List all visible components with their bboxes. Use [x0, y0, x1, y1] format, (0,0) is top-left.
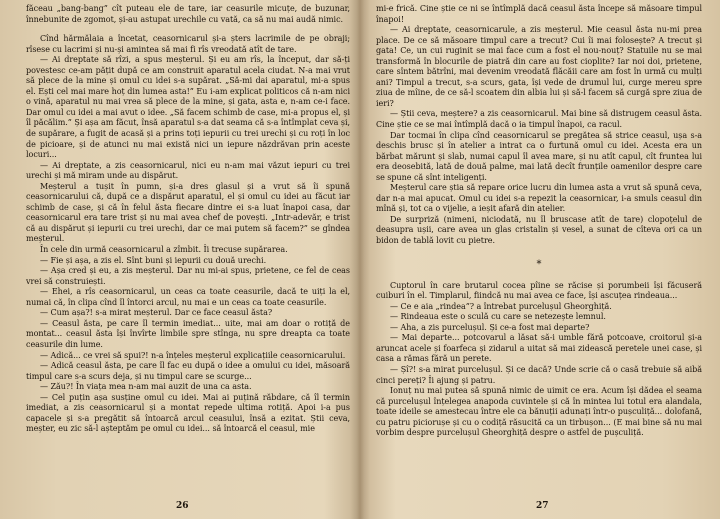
paragraph: Dar tocmai în clipa cînd ceasornicarul se pregătea să strice ceasul, ușa s-a deschis brusc și în atelier a intrat ca o furtună omul cu idei. Acesta era un bărbat mărunt și slab, numai capul îl avea mare, și nu atît capul, cît fruntea lui era deosebită, lată de două palme, mai lată decît frunțile oamenilor despre care se spune că sînt inteligenți. [376, 130, 702, 182]
paragraph: mi-e frică. Cine știe ce ni se întîmplă dacă ceasul ăsta începe să măsoare timpul înapoi! [376, 4, 702, 24]
left-page-text [26, 4, 350, 435]
paragraph: — Fie și așa, a zis el. Sînt buni și iepurii cu două urechi. [40, 255, 267, 265]
paragraph: — Zău?! În viața mea n-am mai auzit de una ca asta. [40, 382, 252, 392]
paragraph: — Știi ceva, meștere? a zis ceasornicarul. Mai bine să distrugem ceasul ăsta. Cine știe ce se mai întîmplă dacă o ia timpul înapoi, ca racul. [376, 109, 702, 130]
section-separator: * [536, 258, 542, 270]
paragraph: În cele din urmă ceasornicarul a zîmbit. Îi trecuse supărarea. [40, 245, 288, 255]
paragraph: — Ai dreptate, a zis ceasornicarul, nici eu n-am mai văzut iepuri cu trei urechi și mă miram unde au dispărut. [26, 160, 350, 181]
paragraph: — Ai dreptate, ceasornicarule, a zis meșterul. Mie ceasul ăsta nu-mi prea place. De ce să măsoare timpul care a trecut? Cui îi mai folosește? A trecut și gata! Ce, un cui ruginit se mai face cum a fost el nou-nouț? Statuile nu se mai transformă în blocurile de piatră din care au fost cioplite? Iar noi doi, prietene, care sîntem bătrîni, mai devenim vreodată flăcăii care am fost în urmă cu mulți ani? Timpul a trecut, s-a scurs, gata, își vede de drumul lui, curge mereu spre ziua de mîine, de ce să-l scoatem din albia lui și să-l facem să curgă spre ziua de ieri? [376, 25, 702, 108]
right-page-text [376, 4, 702, 247]
right-page [360, 0, 720, 519]
paragraph: — Cum așa?! s-a mirat meșterul. Dar ce face ceasul ăsta? [40, 308, 273, 318]
paragraph: — Ehei, a rîs ceasornicarul, un ceas ca toate ceasurile, dacă te uiți la el, numai că, în clipa cînd îl întorci arcul, nu mai e un ceas ca toate ceasurile. [26, 287, 350, 307]
paragraph: — Aha, a zis purcelușul. Și ce-a fost mai departe? [390, 322, 590, 332]
paragraph: — Ceasul ăsta, pe care îl termin imediat... uite, mai am doar o rotiță de montat... ceasul ăsta își învîrte limbile spre stînga, nu spre dreapta ca toate ceasurile din lume. [26, 318, 350, 349]
paragraph-gap [26, 25, 350, 34]
paragraph: — Ce e aia „rindea”? a întrebat purcelușul Gheorghiță. [390, 301, 612, 311]
right-page-text-after [376, 281, 702, 439]
paragraph: De surpriză (nimeni, niciodată, nu îl bruscase atît de tare) clopoțelul de deasupra ușii, care avea un glas cristalin și vesel, a sunat de cîteva ori ca un bidon de tablă lovit cu pietre. [376, 214, 702, 246]
paragraph: — Cel puțin așa susține omul cu idei. Mai ai puțină răbdare, că îl termin imediat, a zis ceasornicarul și a montat repede ultima rotiță. Apoi i-a pus capacele și s-a pregătit să întoarcă arcul ceasului, însă a ezitat. Știi ceva, meșter, eu zic să-l așteptăm pe omul cu idei... să întoarcă el ceasul, mie [26, 392, 350, 434]
paragraph: — Rindeaua este o sculă cu care se netezește lemnul. [390, 312, 606, 322]
paragraph: — Ai dreptate să rîzi, a spus meșterul. Și eu am rîs, la început, dar să-ți povestesc ce-am pățit după ce am construit aparatul acela ciudat. N-a mai vrut să plece de la mine și omul cu idei s-a supărat. „Să-mi dai aparatul, mi-a spus el. Ești cel mai mare hoț din lumea asta!” Eu i-am explicat politicos că n-am nici o vină, aparatul nu mai vrea să plece de la mine, și gata, asta e, n-am ce-i face. Dar omul cu idei a mai avut o idee. „Să facem schimb de case, mi-a propus el, și îl păcălim.” Și așa am făcut, însă aparatul s-a dat seama că s-a întîmplat ceva și, de supărare, a fugit de acasă și a prins toți iepurii cu trei urechi și cu roți în loc de picioare, și de atunci nu mai există nici un iepure năzdrăvan prin aceste locuri... [26, 55, 350, 160]
paragraph: Cuptorul în care brutarul cocea pîine se răcise și porumbeii își făcuseră cuiburi în el. Timplarul, fiindcă nu mai avea ce face, își ascuțea rindeaua... [376, 280, 702, 301]
paragraph: Meșterul a tușit în pumn, și-a dres glasul și a vrut să îi spună ceasornicarului că, după ce a dispărut aparatul, el și omul cu idei au făcut iar schimb de case, și că în felul ăsta fiecare dintre ei s-a luat înapoi casa, dar ceasornicarul era tare trist și nu mai avea chef de povești. „Intr-adevăr, e trist că au dispărut și iepurii cu trei urechi, dar ce mai putem să facem?” se gîndea meșterul. [26, 181, 350, 244]
paragraph: — Mai departe... potcovarul a lăsat să-i umble fără potcoave, croitorul și-a aruncat acele și foarfeca și zidarul a uitat să mai zidească peretele unei case, și casa a rămas fără un perete. [376, 333, 702, 364]
paragraph: — Adică... ce vrei să spui?! n-a înțeles meșterul explicațiile ceasornicarului. [40, 350, 346, 360]
paragraph: Cînd hărmălaia a încetat, ceasornicarul și-a șters lacrimile de pe obraji; rîsese cu lacrimi și nu-și amintea să mai fi rîs vreodată atît de tare. [26, 34, 350, 54]
paragraph: Ionuț nu mai putea să spună nimic de uimit ce era. Acum își dădea el seama că purcelușul înțelegea anapoda cuvintele și că în mintea lui totul era alandala, toate ideile se amestecau între ele ca bănuții adunați într-o pușculiță... dolofană, cu patru piciorușe și cu o codiță răsucită ca un tirbușon... (E mai bine să nu mai vorbim despre purcelușul Gheorghiță despre o astfel de pușculiță. [376, 386, 702, 438]
paragraph: — Așa cred și eu, a zis meșterul. Dar nu mi-ai spus, prietene, ce fel de ceas vrei să construiești. [26, 266, 350, 286]
paragraph: Meșterul care știa să repare orice lucru din lumea asta a vrut să spună ceva, dar n-a mai apucat. Omul cu idei s-a repezit la ceasornicar, i-a smuls ceasul din mînă și, tot ca o vijelie, a ieșit afară din atelier. [376, 183, 702, 214]
page-number-left: 26 [176, 501, 189, 511]
paragraph: — Adică ceasul ăsta, pe care îl fac eu după o idee a omului cu idei, măsoară timpul care s-a scurs deja, și nu timpul care se scurge... [26, 361, 350, 381]
paragraph: făceau „bang-bang” cît puteau ele de tare, iar ceasurile micuțe, de buzunar, înnebunite de zgomot, și-au astupat urechile cu vată, ca să nu mai audă nimic. [26, 4, 350, 24]
page-number-right: 27 [536, 501, 549, 511]
paragraph: — Șî?! s-a mirat purcelușul. Și ce dacă? Unde scrie că o casă trebuie să aibă cinci pereți? Îi ajung și patru. [376, 364, 702, 385]
